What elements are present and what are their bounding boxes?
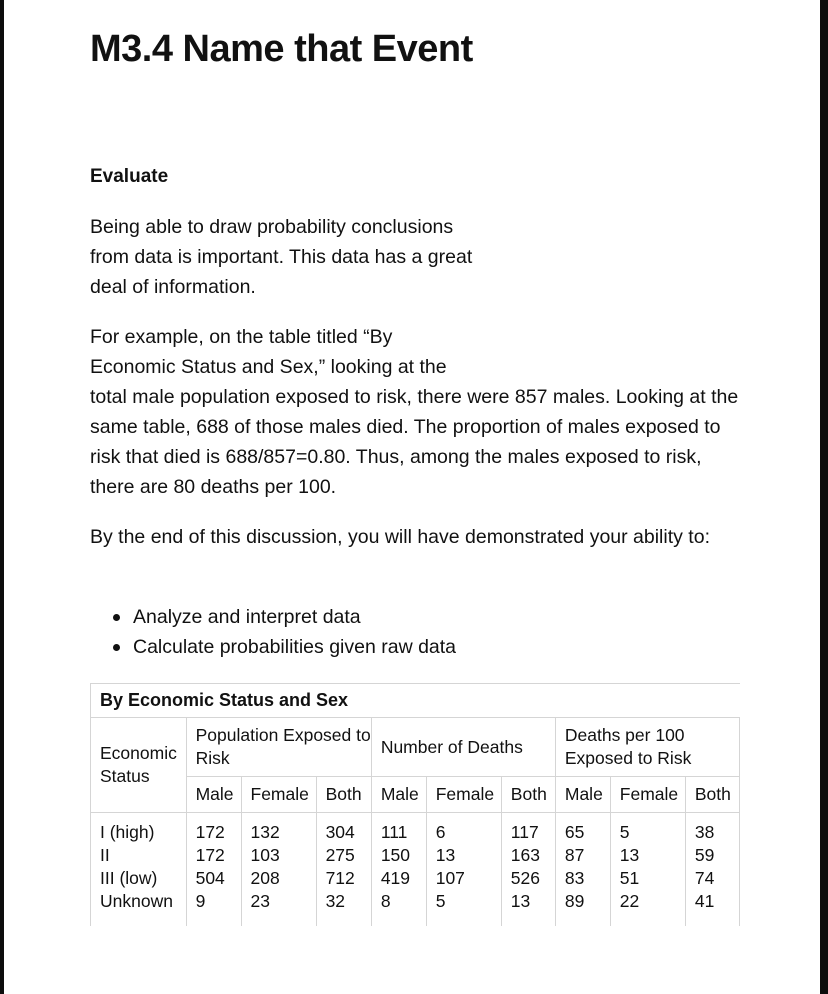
example-paragraph [90, 322, 740, 502]
table-filler-row [91, 913, 740, 926]
cell: 172 [186, 844, 241, 867]
cell: 526 [501, 867, 555, 890]
cell: 83 [555, 867, 610, 890]
cell: 41 [685, 890, 739, 913]
cell: 38 [685, 813, 739, 845]
cell: 8 [371, 890, 426, 913]
sub-header: Female [241, 777, 316, 813]
filler-cell [685, 913, 739, 926]
cell: 13 [426, 844, 501, 867]
group-header: Population Exposed to Risk [186, 718, 371, 777]
economic-status-table [91, 684, 740, 926]
table-row [91, 890, 740, 913]
data-table-container[interactable] [90, 683, 740, 926]
example-line-1: For example, on the table titled “By [90, 326, 393, 348]
group-header: Number of Deaths [371, 718, 555, 777]
table-row [91, 867, 740, 890]
row-label: II [91, 844, 186, 867]
filler-cell [186, 913, 241, 926]
section-heading: Evaluate [90, 166, 169, 187]
filler-cell [426, 913, 501, 926]
cell: 275 [316, 844, 371, 867]
cell: 163 [501, 844, 555, 867]
example-line-2: Economic Status and Sex,” looking at the [90, 356, 447, 378]
filler-cell [501, 913, 555, 926]
cell: 65 [555, 813, 610, 845]
sub-header: Male [371, 777, 426, 813]
cell: 132 [241, 813, 316, 845]
cell: 5 [426, 890, 501, 913]
filler-cell [316, 913, 371, 926]
group-header: Deaths per 100 Exposed to Risk [555, 718, 739, 777]
cell: 13 [501, 890, 555, 913]
filler-cell [555, 913, 610, 926]
document-page [4, 0, 820, 994]
sub-header: Both [316, 777, 371, 813]
sub-header: Male [555, 777, 610, 813]
cell: 504 [186, 867, 241, 890]
row-label: I (high) [91, 813, 186, 845]
sub-header: Both [501, 777, 555, 813]
cell: 32 [316, 890, 371, 913]
objective-item: Calculate probabilities given raw data [133, 632, 456, 662]
filler-cell [91, 913, 186, 926]
cell: 208 [241, 867, 316, 890]
objectives-intro: By the end of this discussion, you will have demonstrated your ability to: [90, 526, 710, 548]
cell: 111 [371, 813, 426, 845]
cell: 87 [555, 844, 610, 867]
filler-cell [610, 913, 685, 926]
cell: 9 [186, 890, 241, 913]
cell: 51 [610, 867, 685, 890]
sub-header: Male [186, 777, 241, 813]
cell: 23 [241, 890, 316, 913]
cell: 107 [426, 867, 501, 890]
row-header: Economic Status [91, 718, 186, 813]
row-label: Unknown [91, 890, 186, 913]
table-row [91, 844, 740, 867]
cell: 172 [186, 813, 241, 845]
cell: 13 [610, 844, 685, 867]
intro-paragraph: Being able to draw probability conclusions from data is important. This data has a great deal of information. [90, 216, 473, 298]
sub-header: Female [610, 777, 685, 813]
cell: 103 [241, 844, 316, 867]
table-caption: By Economic Status and Sex [91, 684, 740, 718]
objective-item: Analyze and interpret data [133, 602, 456, 632]
table-row [91, 813, 740, 845]
sub-header: Both [685, 777, 739, 813]
cell: 304 [316, 813, 371, 845]
row-label: III (low) [91, 867, 186, 890]
cell: 74 [685, 867, 739, 890]
cell: 22 [610, 890, 685, 913]
page-title: M3.4 Name that Event [90, 28, 473, 70]
example-rest: total male population exposed to risk, there were 857 males. Looking at the same table, 688 of those males died. The proportion of males exposed to risk that died is 688/857=0.80. Thus, among the males exposed to risk, there are 80 deaths per 100. [90, 386, 739, 498]
sub-header: Female [426, 777, 501, 813]
cell: 419 [371, 867, 426, 890]
cell: 59 [685, 844, 739, 867]
cell: 117 [501, 813, 555, 845]
cell: 150 [371, 844, 426, 867]
cell: 6 [426, 813, 501, 845]
objectives-list [90, 602, 456, 662]
cell: 712 [316, 867, 371, 890]
cell: 5 [610, 813, 685, 845]
cell: 89 [555, 890, 610, 913]
filler-cell [371, 913, 426, 926]
filler-cell [241, 913, 316, 926]
